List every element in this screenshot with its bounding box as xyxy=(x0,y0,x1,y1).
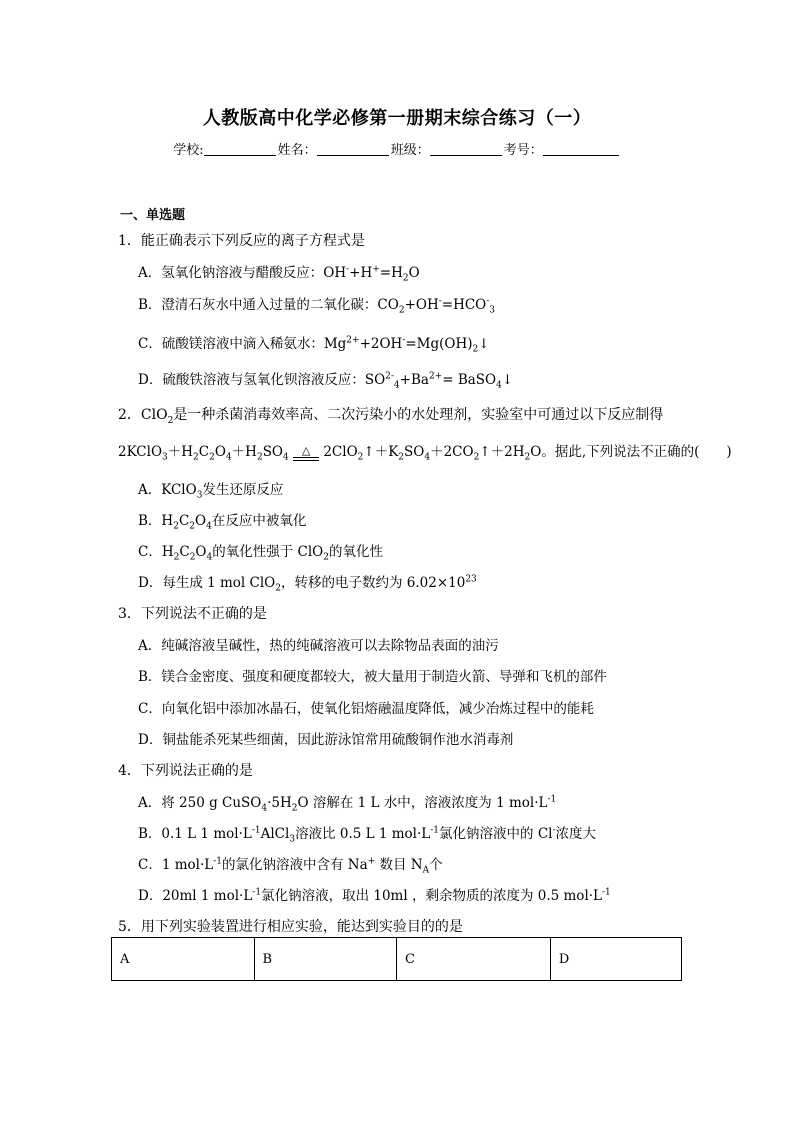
question-1-option-d: D．硫酸铁溶液与氢氧化钡溶液反应：$SO^{2-}_4+Ba^{2+}=$ BaSO$_4$↓ xyxy=(138,371,514,391)
name-blank[interactable] xyxy=(317,142,389,156)
question-4-option-a: A．将 250 g $CuSO_4\cdot 5H_2O$ 溶解在 1 L 水中，溶液浓度为 1 $mol\cdot L^{-1}$ xyxy=(138,794,557,814)
question-3-option-b: B．镁合金密度、强度和硬度都较大，被大量用于制造火箭、导弹和飞机的部件 xyxy=(138,669,607,685)
question-5-stem: 5．用下列实验装置进行相应实验，能达到实验目的的是 xyxy=(118,919,463,935)
question-3-option-a: A．纯碱溶液呈碱性，热的纯碱溶液可以去除物品表面的油污 xyxy=(138,638,499,654)
question-2-stem: 2．ClO$_2$是一种杀菌消毒效率高、二次污染小的水处理剂，实验室中可通过以下反应制得 xyxy=(118,407,664,426)
student-info-line xyxy=(0,139,794,158)
question-3-option-d: D．铜盐能杀死某些细菌，因此游泳馆常用硫酸铜作池水消毒剂 xyxy=(138,732,514,748)
question-4-option-d: D．20ml 1 $mol\cdot L^{-1}$氯化钠溶液，取出 10ml ，剩余物质的浓度为 0.5 $mol\cdot L^{-1}$ xyxy=(138,887,611,904)
question-1-stem: 1．能正确表示下列反应的离子方程式是 xyxy=(118,233,365,249)
question-4-stem: 4．下列说法正确的是 xyxy=(118,763,253,779)
question-2-equation: $2KClO_3+H_2C_2O_4+H_2SO_4$ △ $2ClO_2↑+K_2SO_4+2CO_2↑+2H_2O$。据此,下列说法不正确的( ) xyxy=(118,443,732,463)
table-cell-c: C xyxy=(397,938,551,981)
question-1-option-c: C．硫酸镁溶液中滴入稀氨水：$Mg^{2+}+2OH^-=Mg(OH)_2↓$ xyxy=(138,335,490,355)
question-4-option-b: B．0.1 L 1 $mol\cdot L^{-1}AlCl_3$溶液比 0.5 L 1 $mol\cdot L^{-1}$氯化钠溶液中的 Cl-浓度大 xyxy=(138,825,597,845)
table-cell-a: A xyxy=(112,938,255,981)
id-label: 考号： xyxy=(503,143,543,158)
page-title: 人教版高中化学必修第一册期末综合练习（一） xyxy=(202,108,592,129)
question-1-option-b: B．澄清石灰水中通入过量的二氧化碳：$CO_2+OH^-=HCO^-_3$ xyxy=(138,296,496,316)
question-5-options-table xyxy=(111,937,682,981)
heat-condition-icon: △ xyxy=(293,445,319,461)
table-cell-b: B xyxy=(254,938,397,981)
school-label: 学校: xyxy=(173,143,204,158)
school-blank[interactable] xyxy=(204,142,276,156)
question-4-option-c: C．1 $mol\cdot L^{-1}$的氯化钠溶液中含有 Na+ 数目 $N_A$个 xyxy=(138,856,443,876)
question-2-option-d: D．每生成 1 mol ClO$_2$，转移的电子数约为 $6.02\times 10^{23}$ xyxy=(138,574,477,594)
question-3-option-c: C．向氧化铝中添加冰晶石，使氧化铝熔融温度降低，减少冶炼过程中的能耗 xyxy=(138,701,594,717)
table-row xyxy=(112,938,682,981)
question-1-option-a: A．氢氧化钠溶液与醋酸反应：$OH^-+H^+=H_2O$ xyxy=(138,264,420,284)
name-label: 姓名： xyxy=(277,143,317,158)
id-blank[interactable] xyxy=(543,142,619,156)
question-2-option-b: B．$H_2C_2O_4$在反应中被氧化 xyxy=(138,513,307,532)
question-2-option-a: A．KClO$_3$发生还原反应 xyxy=(138,482,284,501)
table-cell-d: D xyxy=(550,938,681,981)
class-label: 班级： xyxy=(390,143,430,158)
section-title: 一、单选题 xyxy=(120,208,186,223)
question-2-option-c: C．$H_2C_2O_4$的氧化性强于 ClO$_2$的氧化性 xyxy=(138,544,383,563)
class-blank[interactable] xyxy=(430,142,502,156)
question-3-stem: 3．下列说法不正确的是 xyxy=(118,606,267,622)
